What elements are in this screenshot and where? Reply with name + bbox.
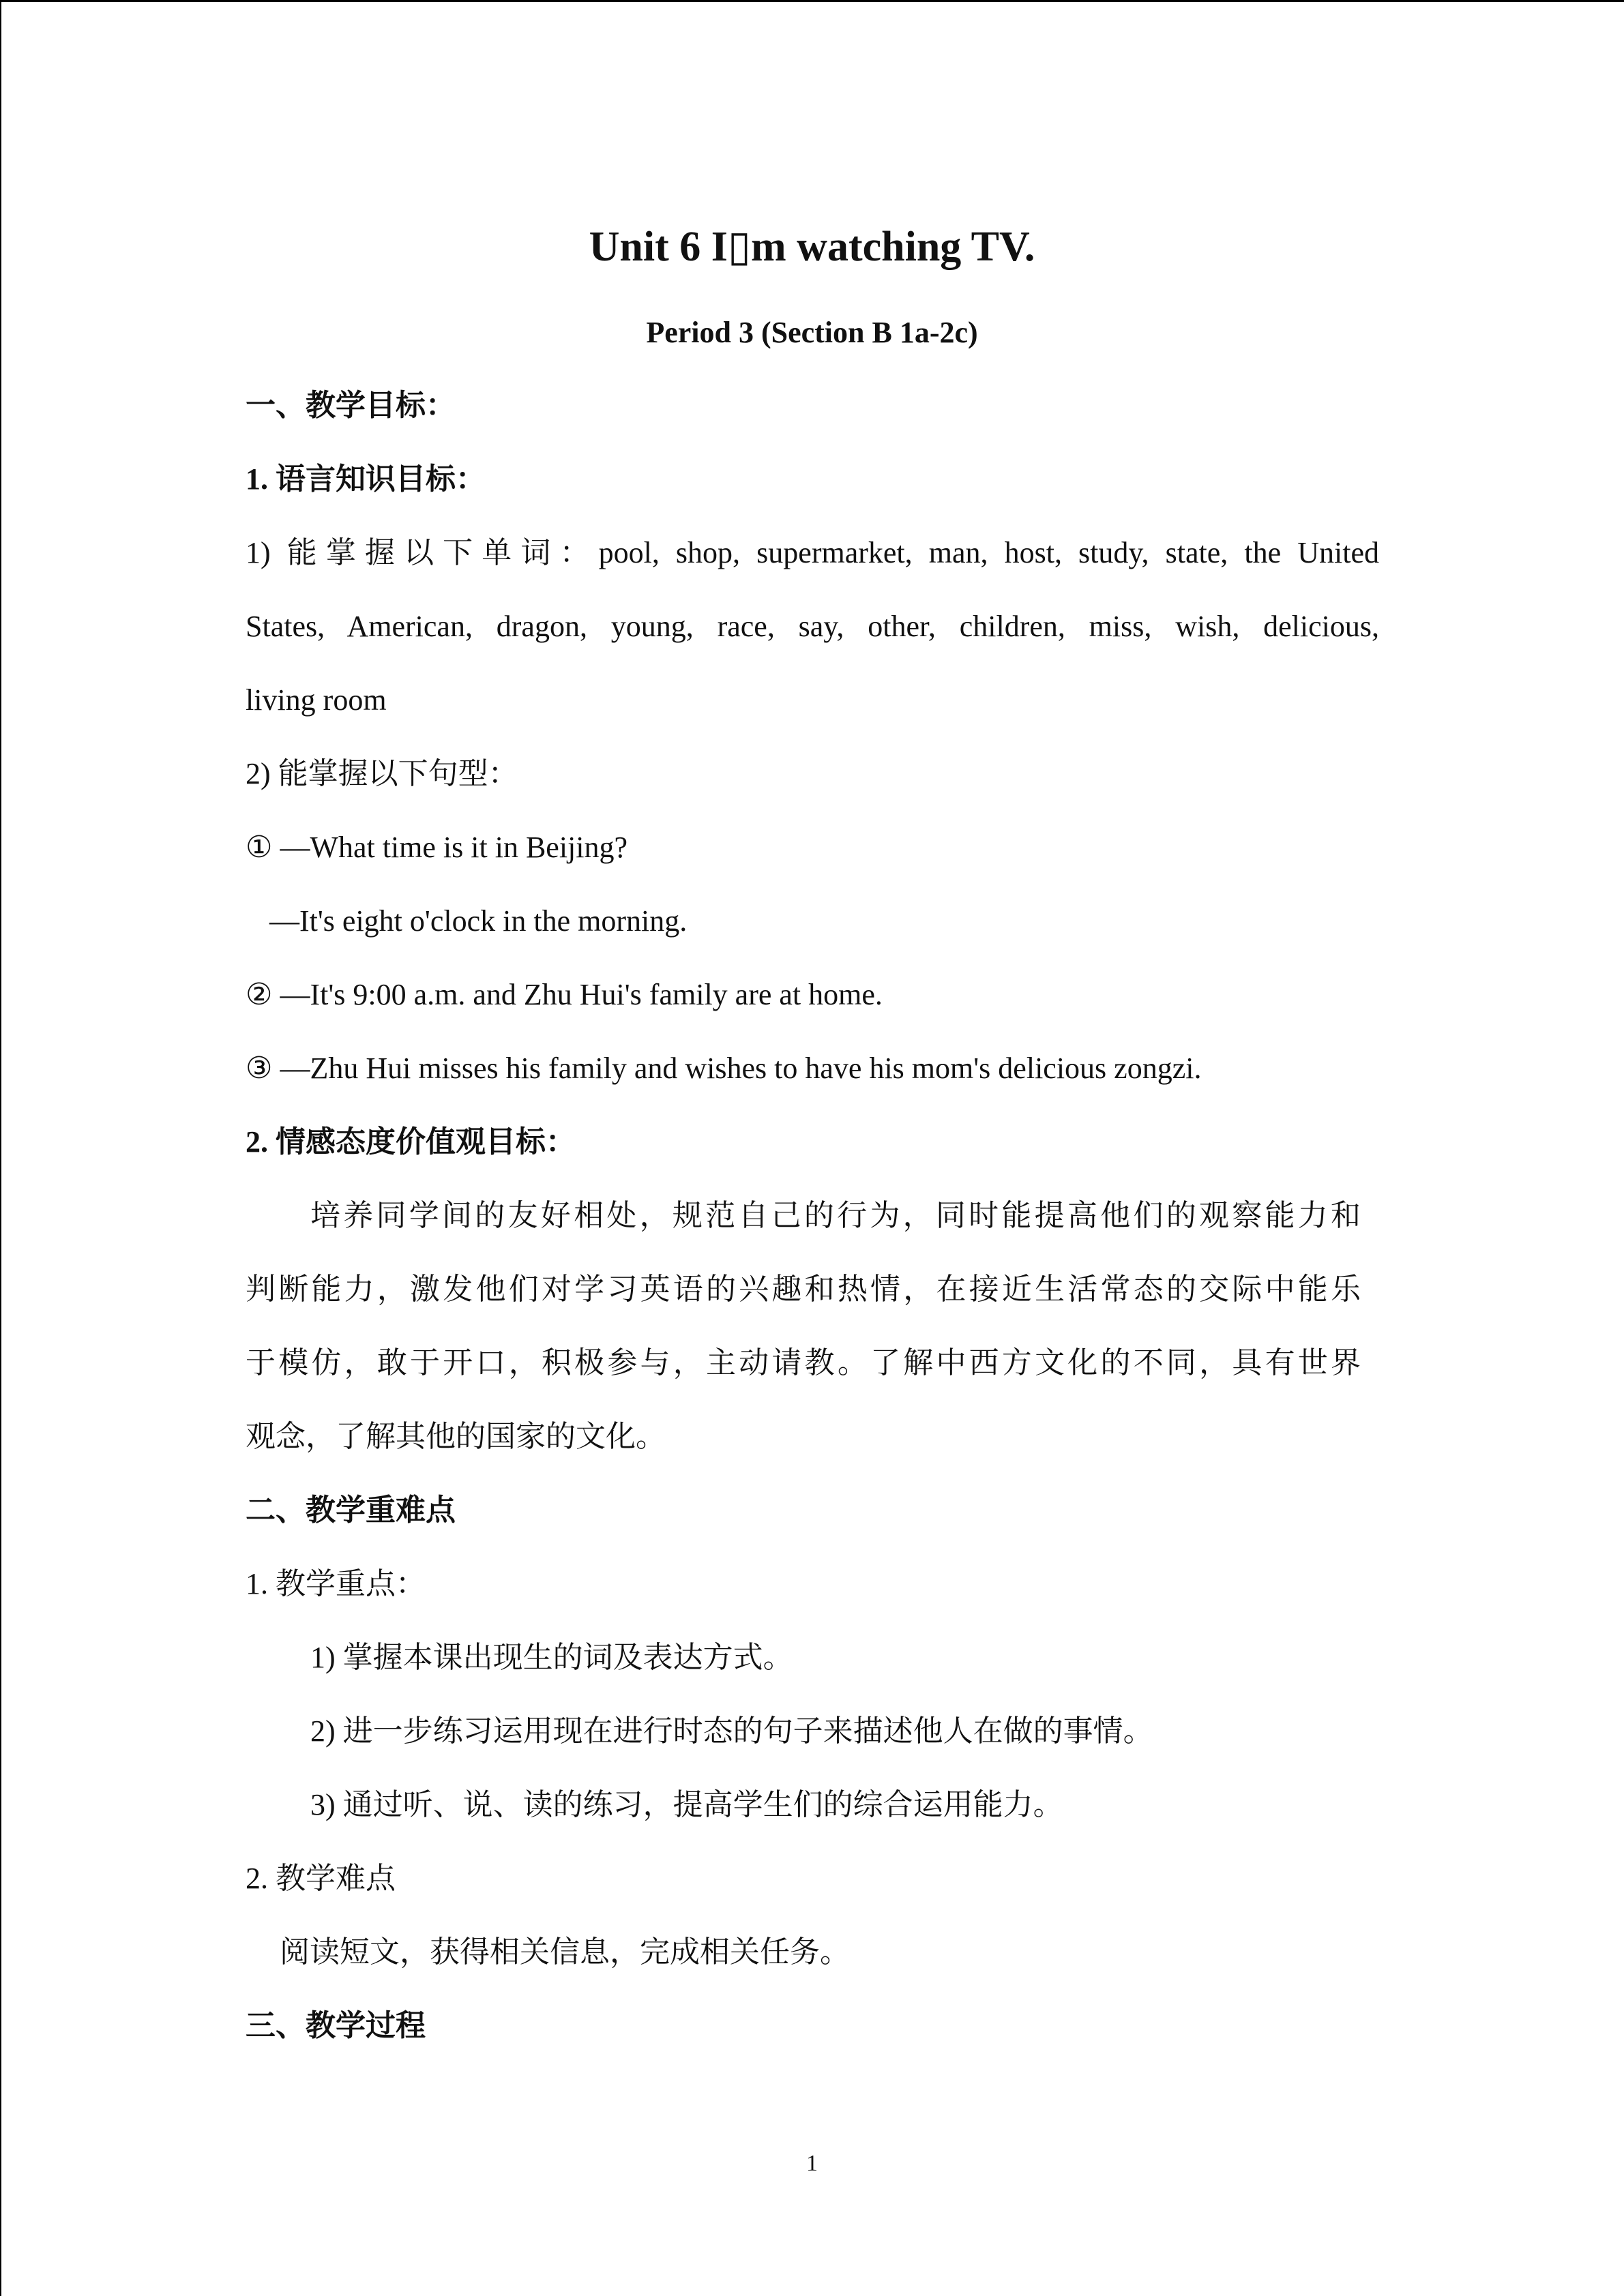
document-title: Unit 6 I▯m watching TV. xyxy=(589,224,1035,270)
sentence-item: ② —It's 9:00 a.m. and Zhu Hui's family are at home. xyxy=(246,978,883,1011)
section-heading-key-points: 二、教学重难点 xyxy=(246,1493,456,1527)
subheading-language-knowledge: 1. 语言知识目标： xyxy=(246,462,486,496)
sentence-item: —It's eight o'clock in the morning. xyxy=(269,904,688,938)
attitude-paragraph-line: 判断能力，激发他们对学习英语的兴趣和热情，在接近生活常态的交际中能乐 xyxy=(246,1272,1361,1306)
difficulty-heading: 2. 教学难点 xyxy=(246,1862,396,1895)
key-point-item: 1) 掌握本课出现生的词及表达方式。 xyxy=(310,1641,793,1674)
attitude-paragraph-line: 培养同学间的友好相处，规范自己的行为，同时能提高他们的观察能力和 xyxy=(310,1199,1361,1232)
vocab-line: living room xyxy=(246,683,387,717)
key-point-item: 2) 进一步练习运用现在进行时态的句子来描述他人在做的事情。 xyxy=(310,1714,1153,1748)
document-subtitle: Period 3 (Section B 1a-2c) xyxy=(646,316,978,349)
vocab-line: 1) 能掌握以下单词：pool, shop, supermarket, man, host, study, state, the United xyxy=(246,536,1379,569)
attitude-paragraph-line: 观念，了解其他的国家的文化。 xyxy=(246,1420,666,1453)
vocab-line: States, American, dragon, young, race, say, other, children, miss, wish, delicious, xyxy=(246,610,1379,643)
key-point-item: 3) 通过听、说、读的练习，提高学生们的综合运用能力。 xyxy=(310,1788,1063,1821)
section-heading-objectives: 一、教学目标： xyxy=(246,389,456,422)
page-number: 1 xyxy=(806,2151,818,2176)
sentence-patterns-heading: 2) 能掌握以下句型： xyxy=(246,757,518,790)
attitude-paragraph-line: 于模仿，敢于开口，积极参与，主动请教。了解中西方文化的不同，具有世界 xyxy=(246,1346,1361,1380)
key-points-heading: 1. 教学重点： xyxy=(246,1567,426,1600)
section-heading-process: 三、教学过程 xyxy=(246,2009,426,2042)
subheading-attitude-values: 2. 情感态度价值观目标： xyxy=(246,1125,576,1159)
sentence-item: ③ —Zhu Hui misses his family and wishes to have his mom's delicious zongzi. xyxy=(246,1052,1202,1085)
difficulty-item: 阅读短文，获得相关信息，完成相关任务。 xyxy=(280,1935,850,1969)
sentence-item: ① —What time is it in Beijing? xyxy=(246,831,628,864)
